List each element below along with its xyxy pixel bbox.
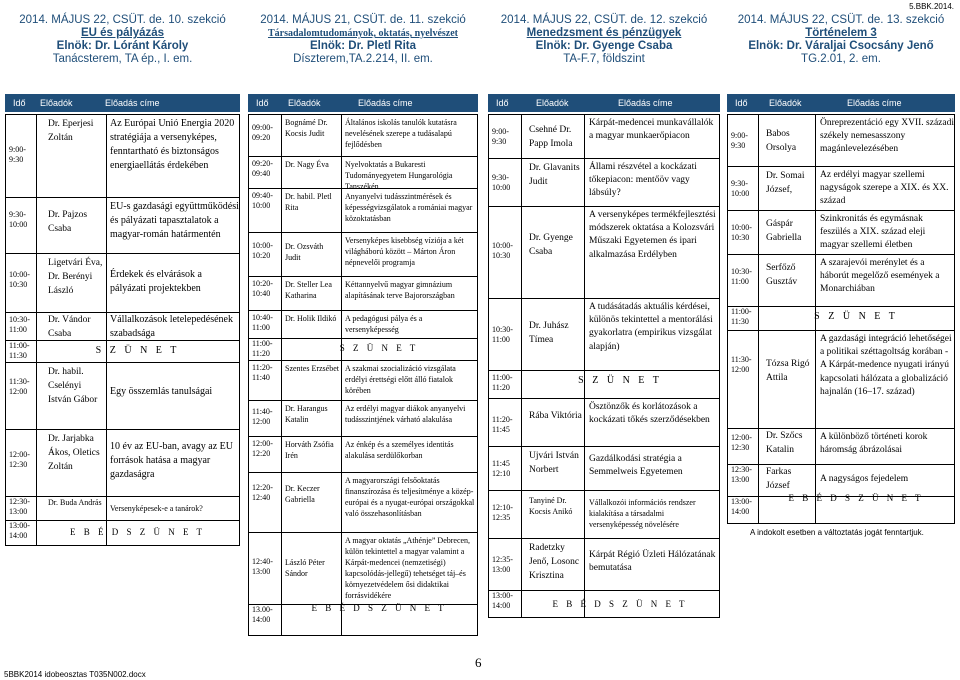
schedule-row [249, 115, 477, 157]
time-slot: 09:00- 09:20 [252, 123, 273, 142]
speaker: László Péter Sándor [285, 558, 325, 578]
schedule-row [489, 299, 719, 371]
session-chair: Elnök: Dr. Pletl Rita [309, 40, 417, 52]
speaker: Dr. Juhász Tímea [529, 321, 569, 345]
session-venue: TG.2.01, 2. em. [801, 53, 881, 65]
talk-title: A magyarországi felsőoktatás finanszírozása és teljesítménye a közép-európai és a nyugat-európai országokkal való összehasonlításban [345, 476, 475, 518]
session-date: 2014. MÁJUS 22, CSÜT. de. 10. szekció [19, 14, 226, 26]
speaker: Horváth Zsófia Irén [285, 440, 334, 460]
schedule-row [249, 361, 477, 401]
speaker: Dr. Vándor Csaba [48, 315, 91, 339]
schedule-row [6, 115, 239, 198]
schedule-row [728, 429, 954, 465]
schedule-row [6, 198, 239, 254]
time-slot: 10:30- 11:00 [492, 325, 513, 344]
break-label: E B É D S Z Ü N E T [788, 493, 924, 503]
time-slot: 12:20- 12:40 [252, 483, 273, 502]
column-header-bar [727, 94, 955, 112]
speaker: Babos Orsolya [766, 129, 797, 153]
schedule-row [489, 447, 719, 491]
time-slot: 11:30- 12:00 [731, 355, 752, 374]
session-chair: Elnök: Dr. Lóránt Károly [56, 40, 189, 52]
time-slot: 9:30- 10:00 [731, 179, 750, 198]
schedule-table [727, 114, 955, 524]
talk-title: A nagyságos fejedelem [820, 474, 909, 484]
session-venue: Díszterem,TA.2.214, II. em. [293, 53, 433, 65]
schedule-row [728, 167, 954, 211]
talk-title: Anyanyelvi tudásszintmérések és képességvizsgálatok a romániai magyar közoktatásban [345, 192, 473, 223]
time-label: Idő [13, 98, 26, 108]
speaker: Dr. Jarjabka Ákos, Oletics Zoltán [48, 434, 100, 472]
speaker: Dr. Somai József, [766, 171, 805, 195]
speaker: Rába Viktória [529, 411, 582, 421]
schedule-row [489, 159, 719, 207]
speakers-label: Előadók [40, 98, 73, 108]
time-slot: 09:40- 10:00 [252, 191, 273, 210]
schedule-row [249, 157, 477, 189]
section-header [5, 14, 240, 94]
speaker: Dr. Szőcs Katalin [766, 431, 803, 455]
section-header [248, 14, 478, 94]
schedule-row [489, 371, 719, 399]
speaker: Dr. Steller Lea Katharina [285, 280, 332, 300]
speaker: Dr. Holik Ildikó [285, 314, 337, 323]
talk-title: Az Európai Unió Energia 2020 stratégiája a versenyképes, fenntartható és biztonságos energiaellátás érdekében [110, 118, 235, 171]
column-header-bar [488, 94, 720, 112]
speakers-label: Előadók [288, 98, 321, 108]
time-slot: 12:40- 13:00 [252, 557, 273, 576]
column-header-bar [248, 94, 478, 112]
break-label: S Z Ü N E T [95, 345, 180, 356]
time-slot: 11:00- 11:30 [731, 307, 752, 326]
schedule-row [249, 401, 477, 437]
talk-title: 10 év az EU-ban, avagy az EU források hatása a magyar gazdaságra [110, 441, 233, 480]
page-number: 6 [475, 655, 482, 670]
talk-title: Kárpát-medencei munkavállalók a magyar munkaerőpiacon [589, 118, 714, 142]
break-label: S Z Ü N E T [339, 343, 419, 353]
schedule-row [489, 115, 719, 159]
schedule-row [728, 255, 954, 307]
time-slot: 11:20- 11:40 [252, 363, 273, 382]
session-date: 2014. MÁJUS 22, CSÜT. de. 12. szekció [500, 14, 708, 26]
schedule-row [489, 207, 719, 299]
talk-title: EU-s gazdasági együttműködési és pályázati tapasztalatok a magyar-román határmentén [110, 201, 239, 240]
schedule-row [6, 363, 239, 430]
time-slot: 10:20- 10:40 [252, 279, 273, 298]
break-label: E B É D S Z Ü N E T [311, 603, 447, 613]
session-date: 2014. MÁJUS 21, CSÜT. de. 11. szekció [260, 14, 466, 26]
schedule-row [249, 233, 477, 277]
talk-title: A magyar oktatás „Athénje” Debrecen, külön tekintettel a magyar valamint a Kárpát-medencei (nemzetiségi) kapcsolódás-jellegű) tehetséget táj–és környezetvédelem ősi didaktikai forrásvidékére [345, 536, 471, 600]
talk-title: Az erdélyi magyar diákok anyanyelvi tudásszintjének várható alakulása [345, 404, 466, 424]
talk-title: Versenyképesek-e a tanárok? [110, 504, 203, 513]
talk-title: A gazdasági integráció lehetőségei a politikai széttagoltság korában -A Kárpát-medence nyugati irányú kapcsolati hálózata a globalizáció hajnalán (16–17. század) [820, 334, 952, 397]
schedule-table [488, 114, 720, 618]
time-slot: 13:00- 14:00 [492, 591, 513, 610]
speaker: Dr. Nagy Éva [285, 160, 329, 169]
speaker: Dr. Pajzos Csaba [48, 210, 88, 234]
talk-title: Vállalkozások letelepedésének szabadsága [110, 314, 233, 339]
section-10 [5, 14, 240, 94]
talk-title: A szarajevói merénylet és a háborút megelőző események a Monarchiában [820, 258, 940, 295]
talk-title: Nyelvoktatás a Bukaresti Tudományegyetem Hungarológia Tanszékén [345, 160, 453, 191]
speaker: Dr. Keczer Gabriella [285, 484, 320, 504]
schedule-row [249, 605, 477, 635]
session-chair: Elnök: Dr. Gyenge Csaba [535, 40, 673, 52]
speaker: Dr. habil. Pletl Rita [285, 192, 332, 212]
break-label: E B É D S Z Ü N E T [69, 527, 206, 537]
schedule-row [249, 339, 477, 361]
time-slot: 12:30- 13:00 [9, 497, 30, 516]
speaker: Ligetvári Éva, Dr. Berényi László [48, 258, 103, 296]
schedule-row [249, 277, 477, 311]
column-header-bar [5, 94, 240, 112]
talk-title: Ösztönzők és korlátozások a kockázati tőkés szerződésekben [589, 402, 710, 426]
time-slot: 9:00- 9:30 [492, 127, 509, 146]
speaker: Dr. habil. Cselényi István Gábor [48, 367, 98, 405]
speaker: Csehné Dr. Papp Imola [529, 125, 573, 149]
title-label: Előadás címe [618, 98, 673, 108]
section-header [488, 14, 720, 94]
speaker: Dr. Glavanits Judit [529, 163, 580, 187]
time-label: Idő [256, 98, 269, 108]
talk-title: Gazdálkodási stratégia a Semmelweis Egyetemen [589, 454, 683, 478]
schedule-row [728, 211, 954, 255]
speaker: Szentes Erzsébet [285, 364, 339, 373]
schedule-row [6, 254, 239, 313]
time-slot: 11:40- 12:00 [252, 407, 273, 426]
talk-title: Szinkronitás és egymásnak feszülés a XIX. század eleji magyar szellemi életben [820, 214, 926, 251]
schedule-row [6, 430, 239, 497]
time-slot: 10:00- 10:30 [9, 270, 30, 289]
speaker: Tózsa Rigó Attila [766, 359, 810, 383]
talk-title: Kéttannyelvű magyar gimnázium alapításának terve Bajorországban [345, 280, 455, 300]
time-slot: 10:00- 10:20 [252, 241, 273, 260]
time-slot: 9:30- 10:00 [9, 210, 28, 229]
time-label: Idő [496, 98, 509, 108]
schedule-row [489, 539, 719, 591]
time-label: Idő [735, 98, 748, 108]
time-slot: 13.00- 14:00 [252, 605, 273, 624]
time-slot: 10:00- 10:30 [492, 241, 513, 260]
time-slot: 12:00- 12:30 [731, 433, 752, 452]
talk-title: Egy összemlás tanulságai [110, 386, 213, 397]
speaker: Dr. Gyenge Csaba [529, 233, 573, 257]
section-12 [488, 14, 720, 94]
time-slot: 13:00- 14:00 [731, 497, 752, 516]
session-topic: Társadalomtudományok, oktatás, nyelvészet [267, 28, 458, 39]
session-topic: EU és pályázás [80, 27, 165, 39]
schedule-row [728, 307, 954, 331]
speaker: Serfőző Gusztáv [766, 263, 798, 287]
schedule-row [249, 311, 477, 339]
schedule-row [728, 331, 954, 429]
time-slot: 12:00- 12:20 [252, 439, 273, 458]
time-slot: 11:00- 11:20 [252, 339, 273, 358]
talk-title: A szakmai szocializáció vizsgálata erdélyi érettségi előtt álló fiatalok körében [345, 364, 456, 395]
session-venue: TA-F.7, földszint [563, 53, 645, 65]
speaker: Dr. Ozsváth Judit [285, 242, 324, 262]
time-slot: 10:30- 11:00 [9, 315, 30, 334]
schedule-row [489, 591, 719, 617]
schedule-row [728, 493, 954, 523]
time-slot: 12:10- 12:35 [492, 503, 513, 522]
title-label: Előadás címe [847, 98, 902, 108]
schedule-row [249, 533, 477, 605]
time-slot: 10:30- 11:00 [731, 267, 752, 286]
speaker: Dr. Buda András [48, 498, 102, 507]
time-slot: 11:20- 11:45 [492, 415, 513, 434]
talk-title: Érdekek és elvárások a pályázati projektekben [110, 269, 202, 294]
session-chair: Elnök: Dr. Váraljai Csocsány Jenő [748, 40, 934, 52]
speaker: Gáspár Gabriella [766, 219, 802, 243]
title-label: Előadás címe [358, 98, 413, 108]
time-slot: 9:30- 10:00 [492, 173, 511, 192]
document-id: 5.BBK.2014. [909, 2, 954, 11]
speakers-label: Előadók [769, 98, 802, 108]
talk-title: A különböző történeti korok háromság ábrázolásai [820, 432, 928, 456]
title-label: Előadás címe [105, 98, 160, 108]
speaker: Dr. Harangus Katalin [285, 404, 328, 424]
footer-filename: 5BBK2014 idobeosztas T035N002.docx [4, 670, 146, 679]
speaker: Dr. Eperjesi Zoltán [48, 119, 94, 143]
schedule-row [6, 341, 239, 363]
time-slot: 11:00- 11:30 [9, 341, 30, 360]
break-label: S Z Ü N E T [578, 375, 662, 386]
talk-title: Az erdélyi magyar szellemi nagyságok szerepe a XIX. és XX. század [820, 170, 949, 207]
talk-title: A pedagógusi pálya és a versenyképesség [345, 314, 423, 334]
session-venue: Tanácsterem, TA ép., I. em. [52, 53, 193, 65]
time-slot: 11:30- 12:00 [9, 377, 30, 396]
session-topic: Menedzsment és pénzügyek [526, 27, 682, 39]
speakers-label: Előadók [536, 98, 569, 108]
speaker: Radetzky Jenő, Losonc Krisztina [529, 543, 580, 581]
session-date: 2014. MÁJUS 22, CSÜT. de. 13. szekció [737, 14, 945, 26]
time-slot: 12:30- 13:00 [731, 465, 752, 484]
talk-title: Versenyképes kisebbség víziója a két világháború között – Márton Áron népnevelői programja [345, 236, 464, 267]
time-slot: 10:40- 11:00 [252, 313, 273, 332]
schedule-row [6, 521, 239, 545]
talk-title: A versenyképes termékfejlesztési módszerek oktatása a Kolozsvári Műszaki Egyetemen és ipari alkalmazása Erdélyben [589, 210, 716, 260]
time-slot: 11:00- 11:20 [492, 373, 513, 392]
time-slot: 11:45 12:10 [492, 459, 511, 478]
time-slot: 12:00- 12:30 [9, 450, 30, 469]
talk-title: Önreprezentáció egy XVII. századi székely nemesasszony magánlevelezésében [820, 118, 954, 155]
schedule-row [6, 313, 239, 341]
talk-title: Állami részvétel a kockázati tőkepiacon: mentőöv vagy lábsúly? [589, 162, 697, 199]
time-slot: 09:20- 09:40 [252, 159, 273, 178]
schedule-row [728, 115, 954, 167]
schedule-row [249, 473, 477, 533]
section-11 [248, 14, 478, 94]
schedule-table [5, 114, 240, 546]
time-slot: 9:00- 9:30 [731, 131, 748, 150]
talk-title: A tudásátadás aktuális kérdései, különös tekintettel a mentorálási gyakorlatra (empirikus vizsgálat alapján) [589, 302, 713, 352]
schedule-table [248, 114, 478, 636]
session-topic: Történelem 3 [805, 27, 877, 39]
speaker: Bognámé Dr. Kocsis Judit [285, 118, 328, 138]
time-slot: 9:00- 9:30 [9, 145, 26, 164]
talk-title: Kárpát Régió Üzleti Hálózatának bemutatása [589, 550, 716, 574]
speaker: Ujvári István Norbert [529, 451, 579, 475]
schedule-row [489, 491, 719, 539]
talk-title: Általános iskolás tanulók kutatásra nevelésének szerepe a tudásalapú fejlődésben [345, 118, 457, 149]
time-slot: 13:00- 14:00 [9, 521, 30, 540]
break-label: E B É D S Z Ü N E T [552, 599, 688, 609]
disclaimer-note: A indokolt esetben a változtatás jogát fenntartjuk. [750, 528, 924, 537]
schedule-row [489, 399, 719, 447]
schedule-row [249, 437, 477, 473]
break-label: S Z Ü N E T [814, 311, 898, 322]
talk-title: Az énkép és a személyes identitás alakulása serdülőkorban [345, 440, 454, 460]
schedule-row [6, 497, 239, 521]
time-slot: 10:00- 10:30 [731, 223, 752, 242]
section-13 [727, 14, 955, 94]
speaker: Farkas József [766, 467, 792, 491]
schedule-row [249, 189, 477, 233]
talk-title: Vállalkozói információs rendszer kialakítása a társadalmi versenyképesség növelésére [589, 498, 696, 529]
section-header [727, 14, 955, 94]
time-slot: 12:35- 13:00 [492, 555, 513, 574]
speaker: Tanyiné Dr. Kocsis Anikó [529, 496, 573, 516]
